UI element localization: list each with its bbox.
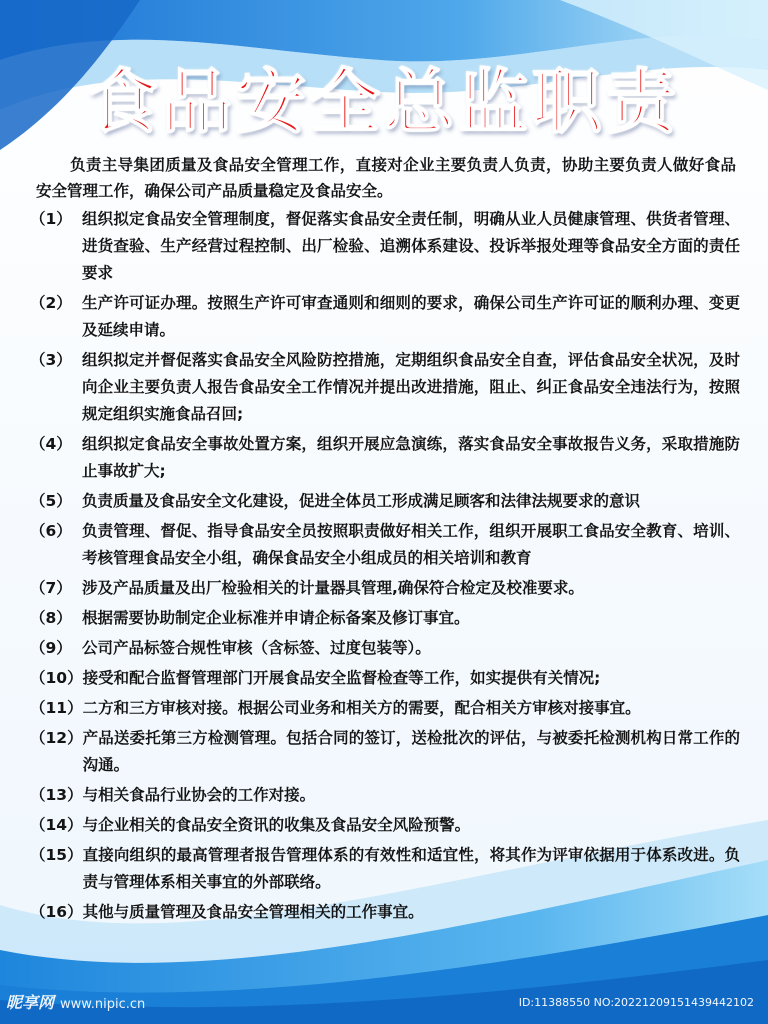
duty-item (30, 518, 740, 572)
duty-item (30, 347, 740, 428)
duty-item-text: 生产许可证办理。按照生产许可审查通则和细则的要求，确保公司生产许可证的顺利办理、变更及延续申请。 (82, 294, 740, 339)
duty-item-text: 根据需要协助制定企业标准并申请企标备案及修订事宜。 (82, 609, 470, 627)
duty-item (30, 635, 740, 662)
duty-item-number: （2） (30, 294, 72, 312)
duty-item-text: 产品送委托第三方检测管理。包括合同的签订，送检批次的评估，与被委托检测机构日常工作的沟通。 (82, 729, 740, 774)
duty-item-number: （7） (30, 579, 72, 597)
duty-item-number: （11） (30, 699, 83, 717)
duty-item (30, 290, 740, 344)
watermark-brand (6, 990, 145, 1020)
duty-item-number: （16） (30, 903, 83, 921)
duty-item-number: （1） (30, 210, 72, 228)
duty-item-text: 组织拟定并督促落实食品安全风险防控措施，定期组织食品安全自查，评估食品安全状况，及时向企业主要负责人报告食品安全工作情况并提出改进措施，阻止、纠正食品安全违法行为，按照规定组织实施食品召回; (82, 351, 740, 423)
duty-item-text: 组织拟定食品安全管理制度，督促落实食品安全责任制，明确从业人员健康管理、供货者管理、进货查验、生产经营过程控制、出厂检验、追溯体系建设、投诉举报处理等食品安全方面的责任要求 (82, 210, 740, 282)
duty-item-number: （5） (30, 492, 72, 510)
duty-item (30, 842, 740, 896)
duty-item (30, 431, 740, 485)
duty-item-text: 负责管理、督促、指导食品安全员按照职责做好相关工作，组织开展职工食品安全教育、培训、考核管理食品安全小组，确保食品安全小组成员的相关培训和教育 (82, 522, 740, 567)
duty-item (30, 488, 740, 515)
watermark-brand-text: 昵享网 (6, 993, 55, 1012)
duty-item-number: （10） (30, 669, 83, 687)
poster-title: 食品安全总监职责 (88, 61, 680, 143)
duty-item (30, 605, 740, 632)
duty-item (30, 695, 740, 722)
duty-list (30, 206, 740, 929)
duty-item (30, 206, 740, 287)
duty-item (30, 725, 740, 779)
duty-item (30, 782, 740, 809)
duty-item (30, 899, 740, 926)
watermark-url: www.nipic.cn (60, 997, 146, 1012)
duty-item-text: 组织拟定食品安全事故处置方案，组织开展应急演练，落实食品安全事故报告义务，采取措施防止事故扩大; (82, 435, 740, 480)
duty-item-number: （3） (30, 351, 72, 369)
duty-item-text: 其他与质量管理及食品安全管理相关的工作事宜。 (82, 903, 424, 921)
watermark-id: ID:11388550 NO:20221209151439442102 (518, 996, 754, 1009)
duty-item-number: （9） (30, 639, 72, 657)
duty-item (30, 575, 740, 602)
duty-item-text: 二方和三方审核对接。根据公司业务和相关方的需要，配合相关方审核对接事宜。 (82, 699, 641, 717)
duty-item (30, 812, 740, 839)
duty-item-number: （4） (30, 435, 72, 453)
duty-item-text: 负责质量及食品安全文化建设，促进全体员工形成满足顾客和法律法规要求的意识 (82, 492, 641, 510)
duty-item-number: （14） (30, 816, 83, 834)
duty-item-number: （15） (30, 846, 83, 864)
duty-item-number: （6） (30, 522, 72, 540)
intro-paragraph: 负责主导集团质量及食品安全管理工作，直接对企业主要负责人负责，协助主要负责人做好食品安全管理工作，确保公司产品质量稳定及食品安全。 (36, 156, 736, 200)
duty-item (30, 665, 740, 692)
duty-item-text: 涉及产品质量及出厂检验相关的计量器具管理,确保符合检定及校准要求。 (82, 579, 584, 597)
duty-item-number: （12） (30, 729, 83, 747)
duty-item-text: 接受和配合监督管理部门开展食品安全监督检查等工作，如实提供有关情况; (82, 669, 601, 687)
duty-item-number: （8） (30, 609, 72, 627)
duty-item-text: 与企业相关的食品安全资讯的收集及食品安全风险预警。 (82, 816, 471, 834)
duty-item-number: （13） (30, 786, 83, 804)
duty-item-text: 公司产品标签合规性审核（含标签、过度包装等）。 (82, 639, 431, 657)
duty-item-text: 与相关食品行业协会的工作对接。 (82, 786, 316, 804)
duty-item-text: 直接向组织的最高管理者报告管理体系的有效性和适宜性，将其作为评审依据用于体系改进。负责与管理体系相关事宜的外部联络。 (82, 846, 740, 891)
